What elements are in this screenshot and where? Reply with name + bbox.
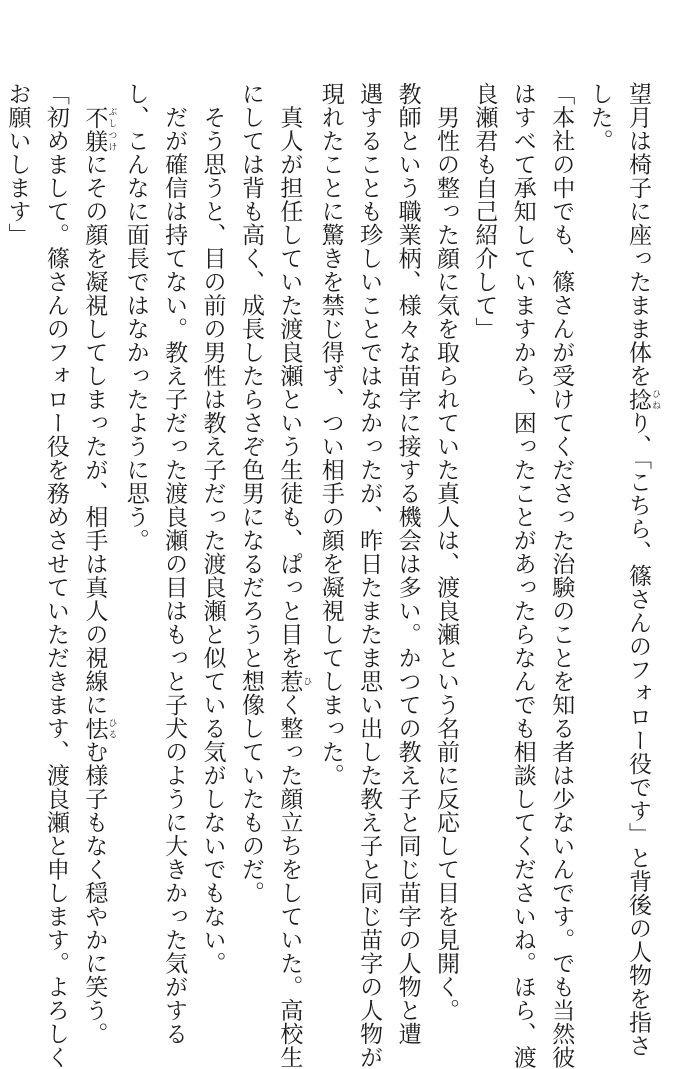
text-line: した。: [586, 82, 613, 153]
text-line: 望月は椅子に座ったまま体を捻 ひねり、「こちら、篠さんのフォロー役です」と背後の人物を指さ: [625, 82, 660, 1058]
text-line: 「初めまして。篠さんのフォロー役を務めさせていただきます、渡良瀬と申します。よろしく: [42, 82, 69, 1069]
text-line: お願いします」: [4, 82, 31, 247]
text-line: にしては背も高く、成長したらさぞ色男になるだろうと想像していたものだ。: [237, 82, 264, 905]
text-line: し、こんなに面長ではなかったように思う。: [122, 82, 149, 552]
text-line: 良瀬君も自己紹介して」: [471, 82, 498, 341]
text-line: そう思うと、目の前の男性は教え子だった渡良瀬と似ている気がしないでもない。: [199, 82, 226, 975]
text-line: 遇することも珍しいことではなかったが、昨日たまたま思い出した教え子と同じ苗字の人物が: [356, 82, 383, 1069]
text-line: 「本社の中でも、篠さんが受けてくださった治験のことを知る者は少ないんです。でも当然彼: [548, 82, 575, 1069]
text-line: 男性の整った顔に気を取られていた真人は、渡良瀬という名前に反応して目を見開く。: [432, 82, 459, 1022]
text-line: 真人が担任していた渡良瀬という生徒も、ぱっと目を惹 ひく整った顔立ちをしていた。高校生: [276, 82, 312, 1069]
vertical-text-block: [0, 82, 660, 1069]
text-line: だが確信は持てない。教え子だった渡良瀬の目はもっと子犬のように大きかった気がする: [161, 82, 188, 1046]
text-line: 不躾 ぶしつけにその顔を凝視してしまったが、相手は真人の視線に怯 ひるむ様子もなく穏やかに笑う。: [81, 105, 117, 1046]
text-line: はすべて承知していますから、困ったことがあったらなんでも相談してくださいね。ほら、渡: [509, 82, 536, 1069]
text-line: 現れたことに驚きを禁じ得ず、つい相手の顔を凝視してしまった。: [317, 82, 344, 787]
text-line: 教師という職業柄、様々な苗字に接する機会は多い。かつての教え子と同じ苗字の人物と遭: [394, 82, 421, 1046]
